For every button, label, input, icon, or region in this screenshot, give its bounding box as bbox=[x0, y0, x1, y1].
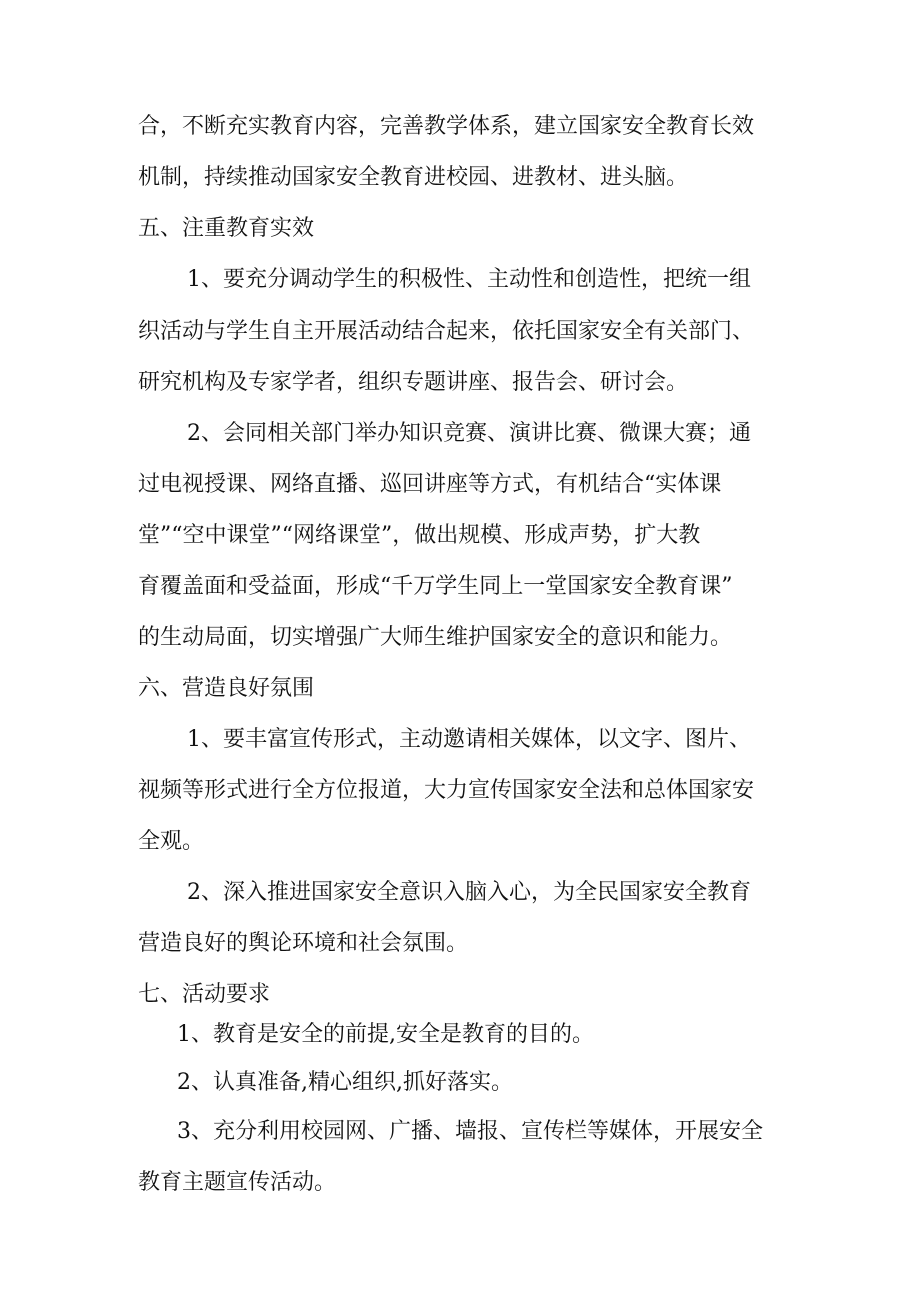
text-line: 的生动局面，切实增强广大师生维护国家安全的意识和能力。 bbox=[138, 625, 733, 650]
section-heading: 五、注重教育实效 bbox=[138, 216, 315, 241]
text-line: 堂”“空中课堂”“网络课堂”，做出规模、形成声势，扩大教 bbox=[138, 523, 701, 548]
text-line: 研究机构及专家学者，组织专题讲座、报告会、研讨会。 bbox=[138, 370, 689, 395]
text-line: 1、要充分调动学生的积极性、主动性和创造性，把统一组 bbox=[187, 267, 751, 292]
text-line: 视频等形式进行全方位报道，大力宣传国家安全法和总体国家安 bbox=[138, 778, 755, 803]
text-line: 教育主题宣传活动。 bbox=[138, 1170, 337, 1195]
text-line: 过电视授课、网络直播、巡回讲座等方式，有机结合“实体课 bbox=[138, 472, 722, 497]
text-line: 全观。 bbox=[138, 829, 205, 854]
text-line: 1、教育是安全的前提,安全是教育的目的。 bbox=[177, 1022, 594, 1047]
text-line: 2、会同相关部门举办知识竞赛、演讲比赛、微课大赛；通 bbox=[187, 421, 751, 446]
section-heading: 七、活动要求 bbox=[138, 982, 271, 1007]
text-line: 1、要丰富宣传形式，主动邀请相关媒体，以文字、图片、 bbox=[187, 727, 751, 752]
text-line: 2、深入推进国家安全意识入脑入心，为全民国家安全教育 bbox=[187, 880, 751, 905]
text-line: 育覆盖面和受益面，形成“千万学生同上一堂国家安全教育课” bbox=[138, 574, 733, 599]
section-heading: 六、营造良好氛围 bbox=[138, 676, 315, 701]
text-line: 合，不断充实教育内容，完善教学体系，建立国家安全教育长效 bbox=[138, 114, 755, 139]
text-line: 织活动与学生自主开展活动结合起来，依托国家安全有关部门、 bbox=[138, 319, 755, 344]
text-line: 机制，持续推动国家安全教育进校园、进教材、进头脑。 bbox=[138, 165, 689, 190]
text-line: 3、充分利用校园网、广播、墙报、宣传栏等媒体，开展安全 bbox=[177, 1119, 763, 1144]
text-line: 营造良好的舆论环境和社会氛围。 bbox=[138, 931, 469, 956]
text-line: 2、认真准备,精心组织,抓好落实。 bbox=[177, 1070, 513, 1095]
